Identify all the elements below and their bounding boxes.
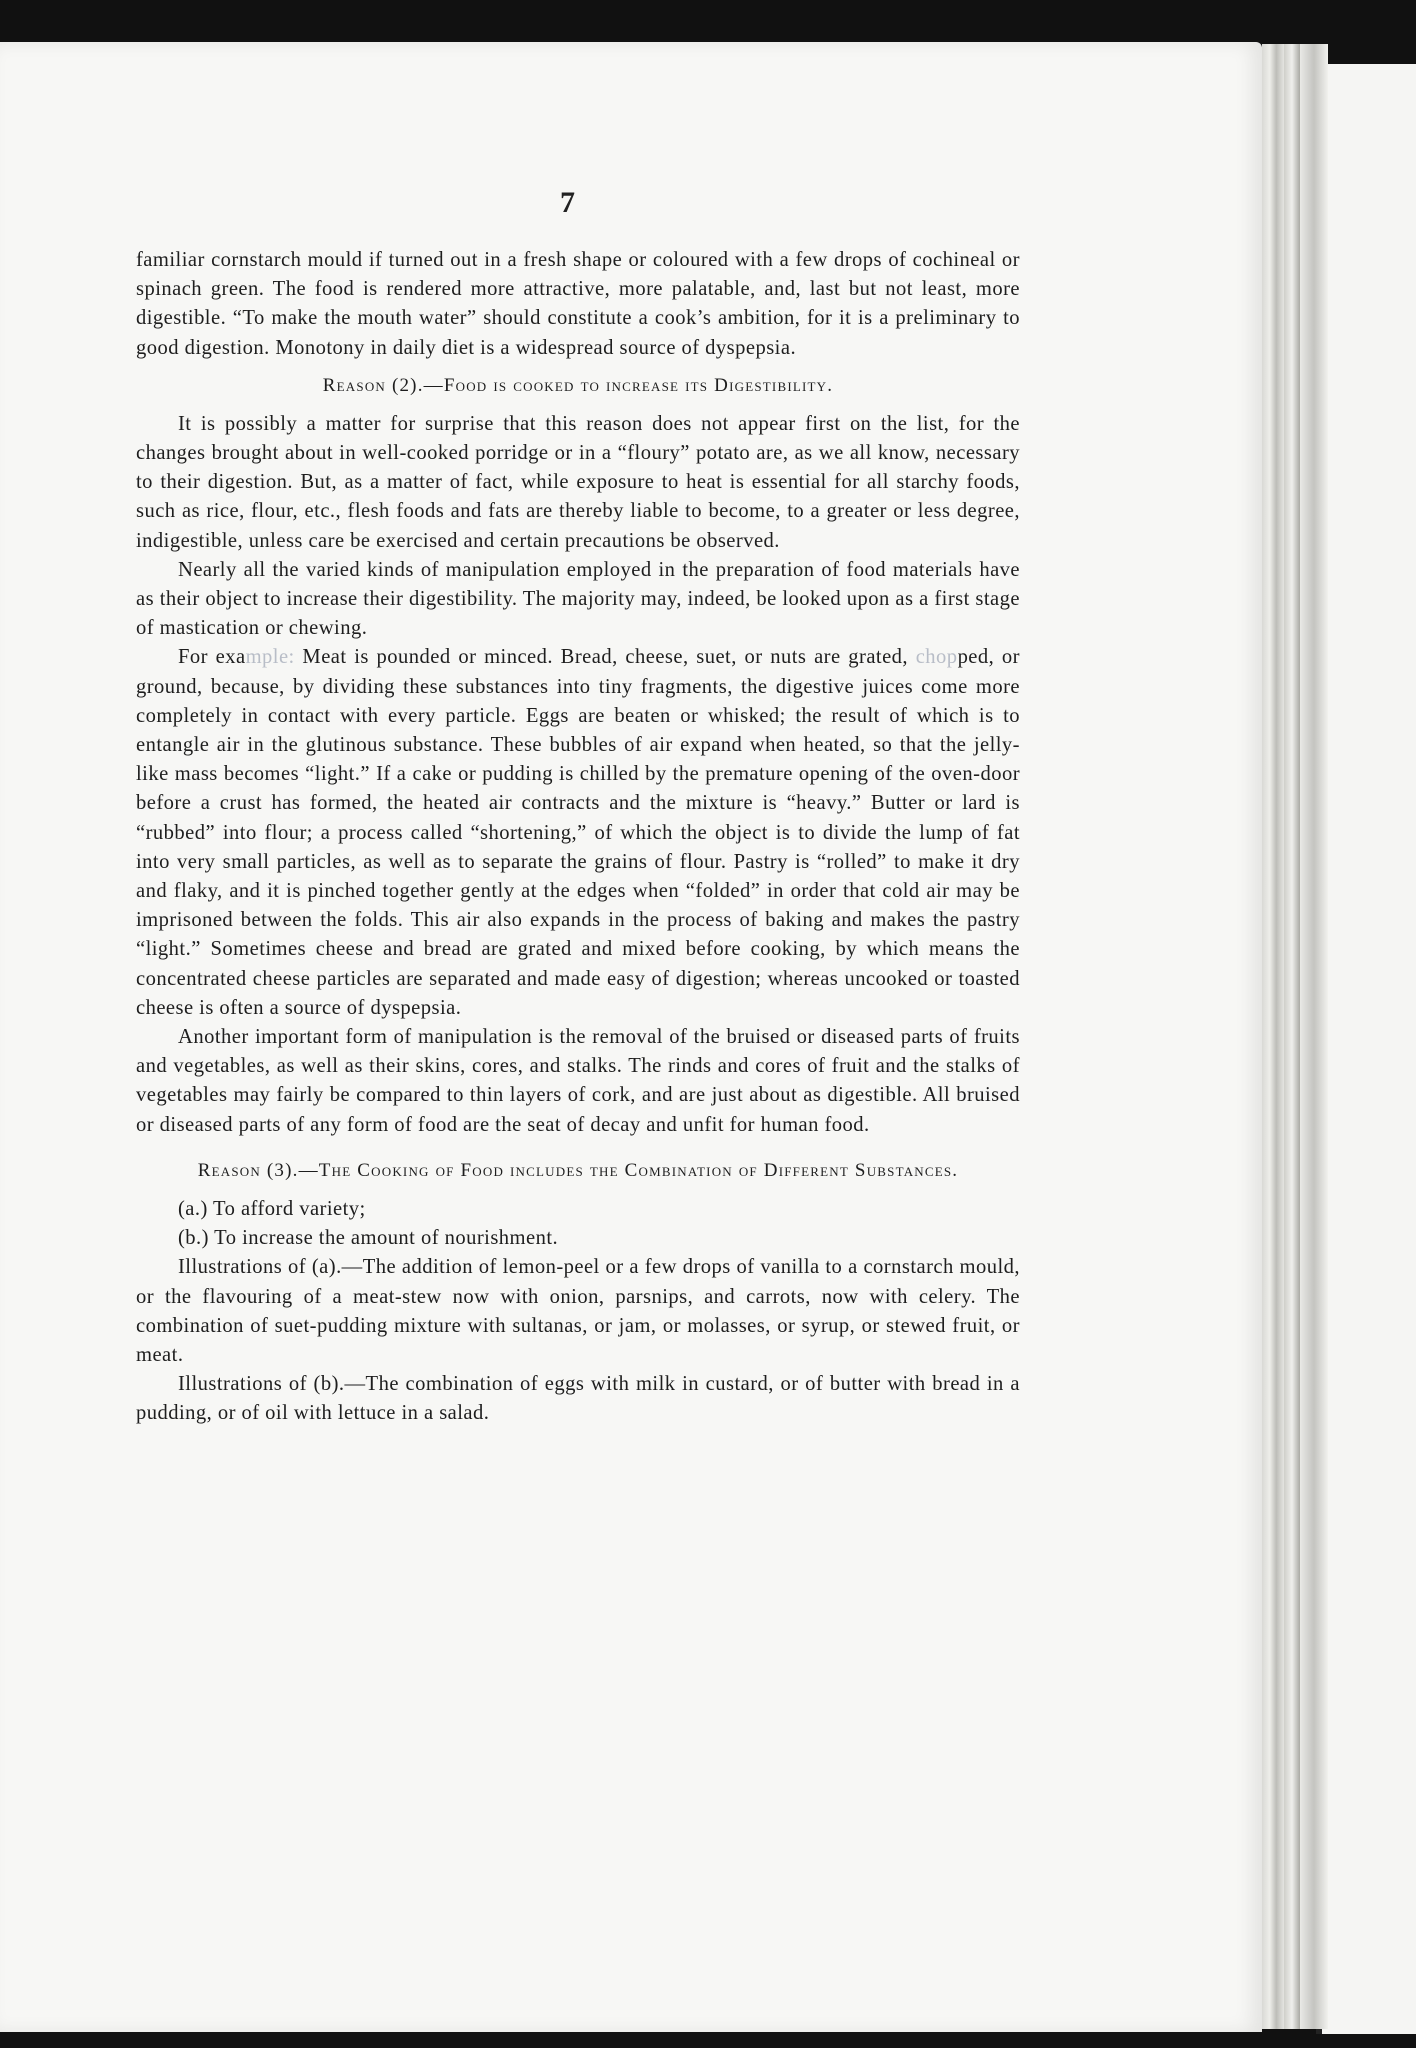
text-run: ped, or ground, because, by dividing these substances into tiny fragments, the digestive juices come more completely in contact with every particle. Eggs are beaten or whisked; the result of which is to entangle air in the glutinous substance. These bubbles of air expand when heated, so that the jelly-like mass becomes “light.” If a cake or pudding is chilled by the premature opening of the oven-door before a crust has formed, the heated air contracts and the mixture is “heavy.” Butter or lard is “rubbed” into flour; a process called “shortening,” of which the object is to divide the lump of fat into very small particles, as well as to separate the grains of flour. Pastry is “rolled” to make it dry and flaky, and it is pinched together gently at the edges when “folded” in order that cold air may be imprisoned between the folds. This air also expands in the process of baking and makes the pastry “light.” Sometimes cheese and bread are grated and mixed before cooking, by which means the concentrated cheese particles are separated and made easy of digestion; whereas uncooked or toasted cheese is often a source of dyspepsia. [136,646,1020,1019]
book-back-cover [1316,64,1416,2034]
text-run: For exa [178,646,246,669]
paragraph-illustrations-a: Illustrations of (a).—The addition of lemon-peel or a few drops of vanilla to a cornstarch mould, or the flavouring of a meat-stew now with onion, parsnips, and carrots, now with celery. The combination of suet-pudding mixture with sultanas, or jam, or molasses, or syrup, or stewed fruit, or meat. [136,1256,1020,1366]
page-number: 7 [560,186,575,219]
paragraph-example [136,643,1020,1023]
faded-text: chop [915,646,958,669]
section-heading-reason-2: Reason (2).—Food is cooked to increase its Digestibility. [322,374,834,396]
faded-text: mple: [245,646,295,669]
page-edge [1284,44,1300,2029]
list-item-b: (b.) To increase the amount of nourishment. [178,1227,559,1250]
paragraph-illustrations-b: Illustrations of (b).—The combination of eggs with milk in custard, or of butter with bread in a pudding, or of oil with lettuce in a salad. [136,1373,1020,1425]
page-edge [1262,44,1284,2029]
list-item-a: (a.) To afford variety; [178,1197,366,1220]
page-body [136,246,1020,1429]
paragraph: Another important form of manipulation is the removal of the bruised or diseased parts of fruits and vegetables, as well as their skins, cores, and stalks. The rinds and cores of fruit and the stalks of vegetables may fairly be compared to thin layers of cork, and are just about as digestible. All bruised or diseased parts of any form of food are the seat of decay and unfit for human food. [136,1026,1020,1136]
paragraph-continuation: familiar cornstarch mould if turned out in a fresh shape or coloured with a few drops of cochineal or spinach green. The food is rendered more attractive, more palatable, and, last but not least, more digestible. “To make the mouth water” should constitute a cook’s ambition, for it is a preliminary to good digestion. Monotony in daily diet is a widespread source of dyspepsia. [136,249,1020,359]
paragraph: Nearly all the varied kinds of manipulation employed in the preparation of food materials have as their object to increase their digestibility. The majority may, indeed, be looked upon as a first stage of mastication or chewing. [136,558,1020,640]
text-run: Meat is pounded or minced. Bread, cheese, suet, or nuts are grated, [294,646,916,669]
paragraph: It is possibly a matter for surprise that this reason does not appear first on the list, for the changes brought about in well-cooked porridge or in a “floury” potato are, as we all know, necessary to their digestion. But, as a matter of fact, while exposure to heat is essential for all starchy foods, such as rice, flour, etc., flesh foods and fats are thereby liable to become, to a greater or less degree, indigestible, unless care be exercised and certain precautions be observed. [136,412,1020,552]
page-edge [1300,44,1328,2029]
section-heading-reason-3: Reason (3).—The Cooking of Food includes the Combination of Different Substances. [197,1159,959,1181]
